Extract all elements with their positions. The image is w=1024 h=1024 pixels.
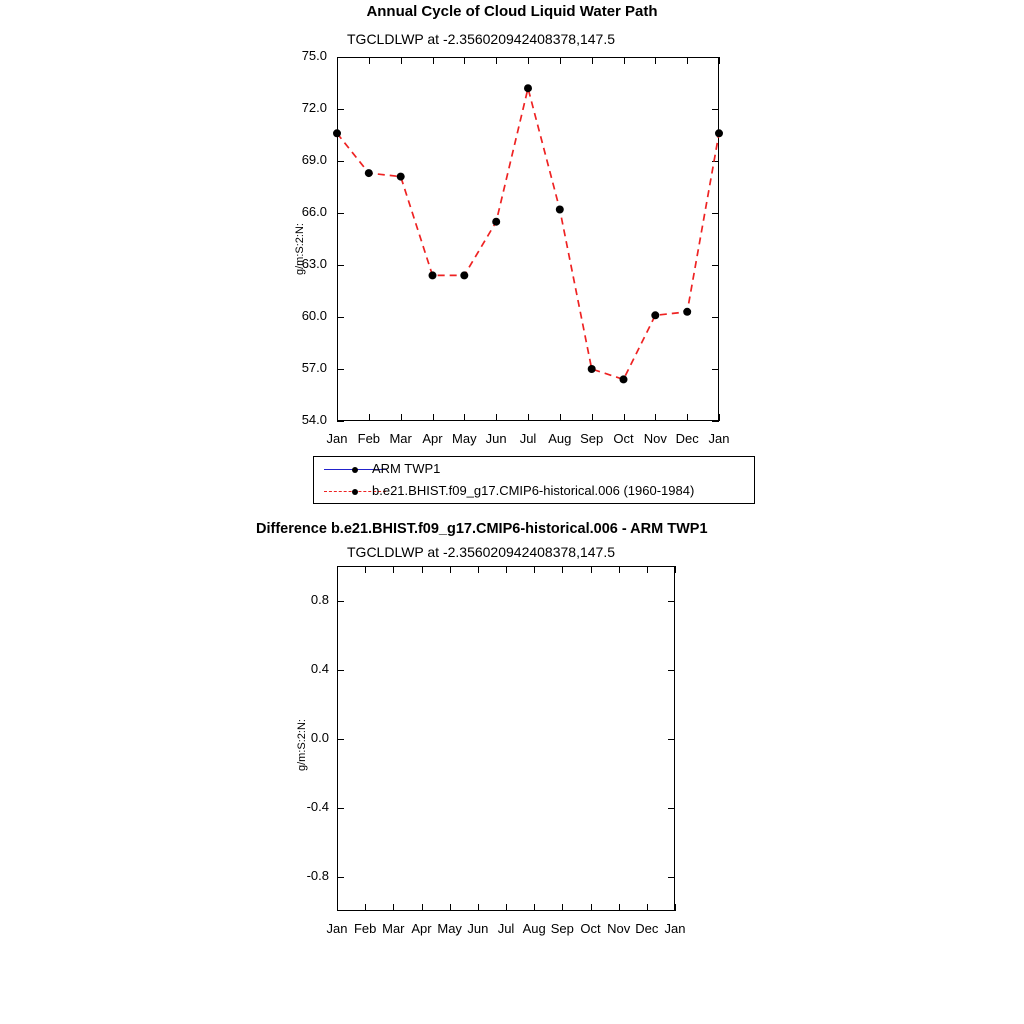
y-tick-label: 69.0 [301, 152, 327, 167]
x-tick-label: Aug [548, 431, 572, 446]
y-tick-label: 60.0 [301, 308, 327, 323]
y-tick-label: -0.8 [306, 867, 329, 883]
x-tick-label: Mar [382, 921, 405, 936]
series-overlay-bottom [0, 516, 1024, 946]
series-marker-dot-icon [365, 169, 373, 177]
series-marker-dot-icon [429, 271, 437, 279]
y-axis-label-bottom: g/m:S:2:N: [296, 719, 308, 771]
x-tick-label: Nov [607, 921, 631, 936]
x-tick-label: Oct [580, 921, 601, 936]
difference-title: Difference b.e21.BHIST.f09_g17.CMIP6-historical.006 - ARM TWP1 [256, 521, 708, 537]
legend-entry-arm[interactable] [314, 458, 754, 482]
series-marker-dot-icon [715, 129, 723, 137]
legend-marker-dot-icon [352, 467, 358, 473]
annual-cycle-chart-panel [0, 0, 1024, 510]
y-tick-label: 57.0 [301, 360, 327, 375]
series-marker-dot-icon [683, 308, 691, 316]
y-tick-label: 54.0 [301, 412, 327, 427]
series-marker-dot-icon [397, 173, 405, 181]
y-tick-label: 75.0 [301, 48, 327, 63]
y-tick-label: -0.4 [306, 798, 329, 814]
legend-box [313, 456, 755, 504]
y-tick-label: 63.0 [301, 256, 327, 271]
series-marker-dot-icon [492, 218, 500, 226]
legend-marker-dot-icon [352, 489, 358, 495]
x-tick-label: Feb [357, 431, 381, 446]
x-tick-label: Dec [675, 431, 699, 446]
x-tick-label: Sep [550, 921, 574, 936]
x-tick-label: Jan [326, 431, 348, 446]
series-marker-dot-icon [620, 375, 628, 383]
x-tick-label: Jul [519, 431, 537, 446]
series-marker-dot-icon [524, 84, 532, 92]
x-tick-label: Mar [389, 431, 412, 446]
x-tick-label: Jul [497, 921, 515, 936]
x-tick-label: Apr [422, 431, 443, 446]
y-tick-label: 0.4 [310, 660, 329, 676]
chart-subtitle-bottom: TGCLDLWP at -2.356020942408378,147.5 [347, 544, 616, 560]
x-tick-label: Apr [411, 921, 432, 936]
x-tick-label: Sep [580, 431, 604, 446]
legend-label-model: b.e21.BHIST.f09_g17.CMIP6-historical.006 (1960-1984) [372, 483, 695, 498]
legend-label-arm: ARM TWP1 [372, 461, 441, 476]
x-tick-label: Oct [613, 431, 634, 446]
y-tick-label: 0.0 [310, 729, 329, 745]
x-tick-label: Jun [467, 921, 489, 936]
x-tick-label: Nov [643, 431, 667, 446]
series-marker-dot-icon [333, 129, 341, 137]
series-marker-dot-icon [460, 271, 468, 279]
x-tick-label: Jun [485, 431, 507, 446]
series-marker-dot-icon [588, 365, 596, 373]
series-marker-dot-icon [556, 206, 564, 214]
x-tick-label: Feb [353, 921, 377, 936]
x-tick-label: Aug [522, 921, 546, 936]
series-line-model [337, 88, 719, 379]
page-title: Annual Cycle of Cloud Liquid Water Path [366, 3, 658, 20]
difference-chart-panel [0, 516, 1024, 946]
x-tick-label: May [452, 431, 477, 446]
x-tick-label: Dec [635, 921, 659, 936]
x-tick-label: Jan [708, 431, 730, 446]
series-marker-dot-icon [651, 311, 659, 319]
x-tick-label: Jan [664, 921, 686, 936]
x-tick-label: May [437, 921, 462, 936]
legend-entry-model[interactable] [314, 480, 754, 504]
x-tick-label: Jan [326, 921, 348, 936]
chart-subtitle-top: TGCLDLWP at -2.356020942408378,147.5 [347, 31, 616, 47]
series-overlay-top [0, 0, 1024, 510]
y-axis-label-top: g/m:S:2:N: [294, 223, 306, 275]
y-tick-label: 72.0 [301, 100, 327, 115]
y-tick-label: 66.0 [301, 204, 327, 219]
y-tick-label: 0.8 [310, 591, 329, 607]
